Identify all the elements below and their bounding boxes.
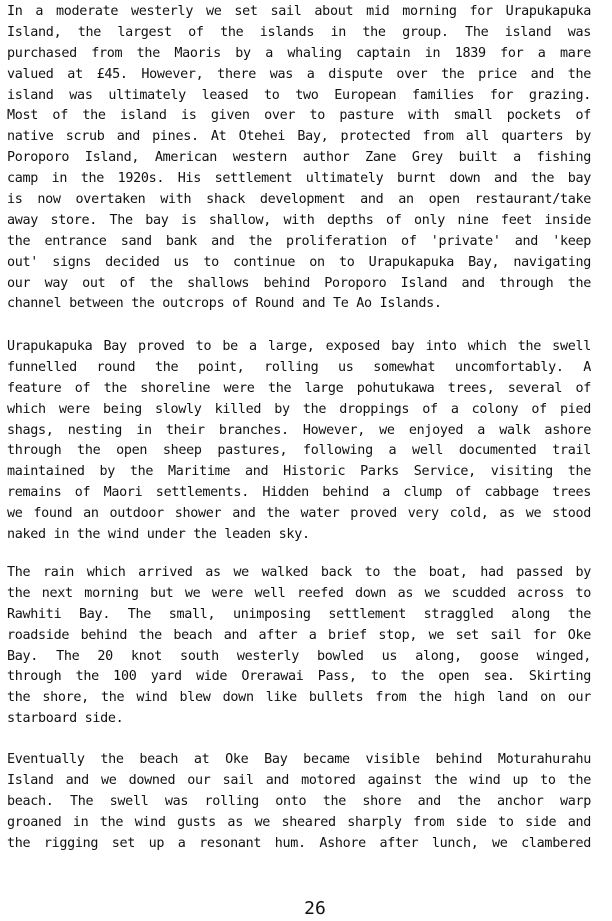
text-line: valued at £45. However, there was a dispute over the price and the bbox=[7, 66, 591, 82]
text-line: In a moderate westerly we set sail about mid morning for Urapukapuka bbox=[7, 4, 591, 19]
text-line: maintained by the Maritime and Historic Parks Service, visiting the bbox=[7, 464, 591, 480]
text-line: our way out of the shallows behind Poroporo Island and through the bbox=[7, 275, 591, 291]
text-line: through the open sheep pastures, following a well documented trail bbox=[7, 443, 591, 459]
text-line: which were being slowly killed by the droppings of a colony of pied bbox=[7, 401, 591, 417]
text-line: roadside behind the beach and after a brief stop, we set sail for Oke bbox=[7, 627, 591, 643]
text-line: funnelled round the point, rolling us somewhat uncomfortably. A bbox=[7, 359, 591, 375]
text-line: channel between the outcrops of Round and Te Ao Islands. bbox=[7, 296, 442, 312]
text-line: Urapukapuka Bay proved to be a large, exposed bay into which the swell bbox=[7, 339, 591, 354]
page-number: 26 bbox=[304, 898, 326, 919]
text-line: remains of Maori settlements. Hidden behind a clump of cabbage trees bbox=[7, 485, 591, 501]
text-line: camp in the 1920s. His settlement ultimately burnt down and the bay bbox=[7, 171, 591, 187]
text-line: The rain which arrived as we walked back to the boat, had passed by bbox=[7, 565, 591, 580]
text-line: Island and we downed our sail and motored against the wind up to the bbox=[7, 772, 591, 788]
text-line: shags, nesting in their branches. However, we enjoyed a walk ashore bbox=[7, 422, 591, 438]
text-line: starboard side. bbox=[7, 711, 124, 727]
paragraph-oke-bay bbox=[7, 750, 591, 854]
text-line: groaned in the wind gusts as we sheared sharply from side to side and bbox=[7, 814, 591, 830]
text-line: through the 100 yard wide Orerawai Pass, to the open sea. Skirting bbox=[7, 669, 591, 685]
text-line: naked in the wind under the leaden sky. bbox=[7, 527, 310, 543]
text-line: out' signs decided us to continue on to Urapukapuka Bay, navigating bbox=[7, 254, 591, 270]
text-line: Eventually the beach at Oke Bay became visible behind Moturahurahu bbox=[7, 752, 591, 767]
paragraph-urapukapuka-bay bbox=[7, 337, 591, 546]
text-line: the rigging set up a resonant hum. Ashore after lunch, we clambered bbox=[7, 835, 591, 851]
text-line: beach. The swell was rolling onto the shore and the anchor warp bbox=[7, 793, 591, 809]
text-line: is now overtaken with shack development and an open restaurant/take bbox=[7, 192, 591, 208]
text-line: Most of the island is given over to pasture with small pockets of bbox=[7, 108, 591, 124]
text-line: purchased from the Maoris by a whaling captain in 1839 for a mare bbox=[7, 45, 591, 61]
text-line: native scrub and pines. At Otehei Bay, protected from all quarters by bbox=[7, 129, 591, 145]
text-line: Island, the largest of the islands in the group. The island was bbox=[7, 24, 591, 40]
text-line: Poroporo Island, American western author Zane Grey built a fishing bbox=[7, 150, 591, 166]
text-line: away store. The bay is shallow, with depths of only nine feet inside bbox=[7, 212, 591, 228]
text-line: the entrance sand bank and the proliferation of 'private' and 'keep bbox=[7, 233, 591, 249]
paragraph-rawhiti-bay bbox=[7, 563, 591, 730]
text-line: feature of the shoreline were the large pohutukawa trees, several of bbox=[7, 380, 591, 396]
text-line: the shore, the wind blew down like bullets from the high land on our bbox=[7, 690, 591, 706]
text-line: the next morning but we were well reefed down as we scudded across to bbox=[7, 585, 591, 601]
text-line: island was ultimately leased to two European families for grazing. bbox=[7, 87, 591, 103]
text-line: we found an outdoor shower and the water proved very cold, as we stood bbox=[7, 506, 591, 522]
text-line: Rawhiti Bay. The small, unimposing settlement straggled along the bbox=[7, 606, 591, 622]
text-line: Bay. The 20 knot south westerly bowled us along, goose winged, bbox=[7, 648, 591, 664]
paragraph-urapukapuka-island bbox=[7, 2, 591, 315]
